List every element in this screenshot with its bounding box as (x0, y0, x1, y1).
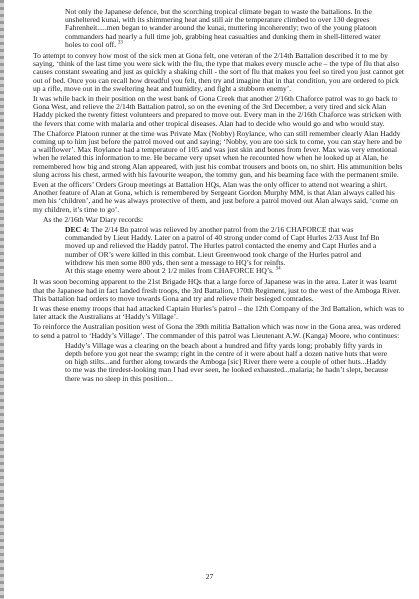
block-quote-moore: Haddy’s Village was a clearing on the beach about a hundred and fifty yards long; probably fifty yards in depth before you got near the swamp; right in the centre of it were about half a dozen native huts that were on high stilts...and further along towards the Amboga [sic] River there were a couple of other huts...Haddy to me was the tiredest-looking man I had ever seen, he looked exhausted...malaria; he hadn’t slept, because there was no sleep in this position... (65, 340, 389, 383)
block-quote-heat (33, 8, 404, 49)
quote-text: Not only the Japanese defence, but the scorching tropical climate began to waste the battalions. In the unsheltered kunai, with its shimmering heat and still air the temperature climbed to over 130 degrees Fahrenheit.....men began to wander around the kunai, muttering incoherently; two of the young platoon commanders had nearly a full time job, grabbing heat casualties and dunking them in shell-littered water holes to cool off. (65, 7, 381, 49)
war-diary-quote (33, 226, 404, 275)
diary-text: The 2/14 Bn patrol was relieved by another patrol from the 2/16 CHAFORCE that was commanded by Lieut Haddy. Later on a patrol of 40 strong under comd of Capt Hurles 2/33 Aust Inf Bn moved up and relieved the Haddy patrol. The Hurles patrol contacted the enemy and Capt Hurles and a number of OR’s were killed in this combat. Lieut Greenwood took charge of the Hurles patrol and withdrew his men some 800 yds, then sent a message to HQ’s for reinfts. (65, 225, 380, 267)
scan-edge (0, 0, 4, 599)
page-body (33, 8, 404, 386)
paragraph-patrol: It was while back in their position on the west bank of Gona Creek that another 2/16th Chaforce patrol was to go back to Gona West, and relieve the 2/14th Battalion patrol, so on the evening of the 3rd December, a very tired and sick Alan Haddy picked the twenty fittest volunteers and prepared to move out. Every man in the 2/16th Chaforce was stricken with the fevers that come with malaria and other tropical diseases. Alan had to decide who would go and who would stay. (33, 94, 402, 128)
paragraph-flu: To attempt to convey how most of the sick men at Gona felt, one veteran of the 2/14th Battalion described it to me by saying, ‘think of the last time you were sick with the flu, the type that makes every muscle ache – the type of flu that also causes constant sweating and just as quickly a shaking chill - the sort of flu that makes you feel so tired you just cannot get out of bed. Once you can recall how dreadful you felt, then try and imagine that in that condition, you are ordered to pick up a rifle, move out in the sweltering heat and humidity, and fight a stubborn enemy’. (33, 51, 404, 93)
paragraph-hurles-attack: It was these enemy troops that had attacked Captain Hurles’s patrol – the 12th Company of the 3rd Battalion, which was to later attack the Australians at ‘Haddy’s Village’. (33, 303, 404, 322)
diary-intro: As the 2/16th War Diary records: (43, 214, 144, 224)
footnote-ref-33: 33 (117, 40, 123, 46)
paragraph-orders-group: Even at the officers’ Orders Group meetings at Battalion HQs, Alan was the only officer to attend not wearing a shirt. Another feature of Alan at Gona, which is remembered by Sergeant Gordon Murphy MM, is that Alan always called his men his ‘children’, and he was always protective of them, and just before a patrol moved out Alan always said, ‘come on my children, it’s time to go’. (33, 180, 399, 214)
footnote-ref-34: 34 (275, 266, 281, 272)
paragraph-japanese-force: It was soon becoming apparent to the 21st Brigade HQs that a large force of Japanese was in the area. Later it was learnt that the Japanese had in fact landed fresh troops, the 3rd Battalion, 170th Regiment, just to the west of the Amboga River. This battalion had orders to move towards Gona and try and relieve their besieged comrades. (33, 277, 401, 303)
page-number: 27 (205, 572, 214, 581)
diary-tail: At this stage enemy were about 2 1/2 miles from CHAFORCE HQ’s. (65, 266, 274, 276)
paragraph-roylance: The Chaforce Platoon runner at the time was Private Max (Nobby) Roylance, who can still remember clearly Alan Haddy coming up to him just before the patrol moved out and saying; ‘Nobby, you are too sick to come, you can stay here and be a wallflower’. Max Roylance had a temperature of 105 and was just skin and bones from fever. Max was very emotional when he related this information to me. He became very upset when he recounted how when he looked up at Alan, he remembered how big and strong Alan appeared, with just his combat trousers and boots on, no shirt. His ammunition belts slung across his chest, armed with his favourite weapon, the tommy gun, and his beaming face with the permanent smile. (33, 128, 403, 179)
paragraph-reinforce: To reinforce the Australian position west of Gona the 39th militia Battalion which was now in the Gona area, was ordered to send a patrol to ‘Haddy’s Village’. The commander of this patrol was Lieutenant A.W. (Kanga) Moore, who continues: (33, 322, 401, 340)
diary-date: DEC 4: (65, 225, 90, 235)
